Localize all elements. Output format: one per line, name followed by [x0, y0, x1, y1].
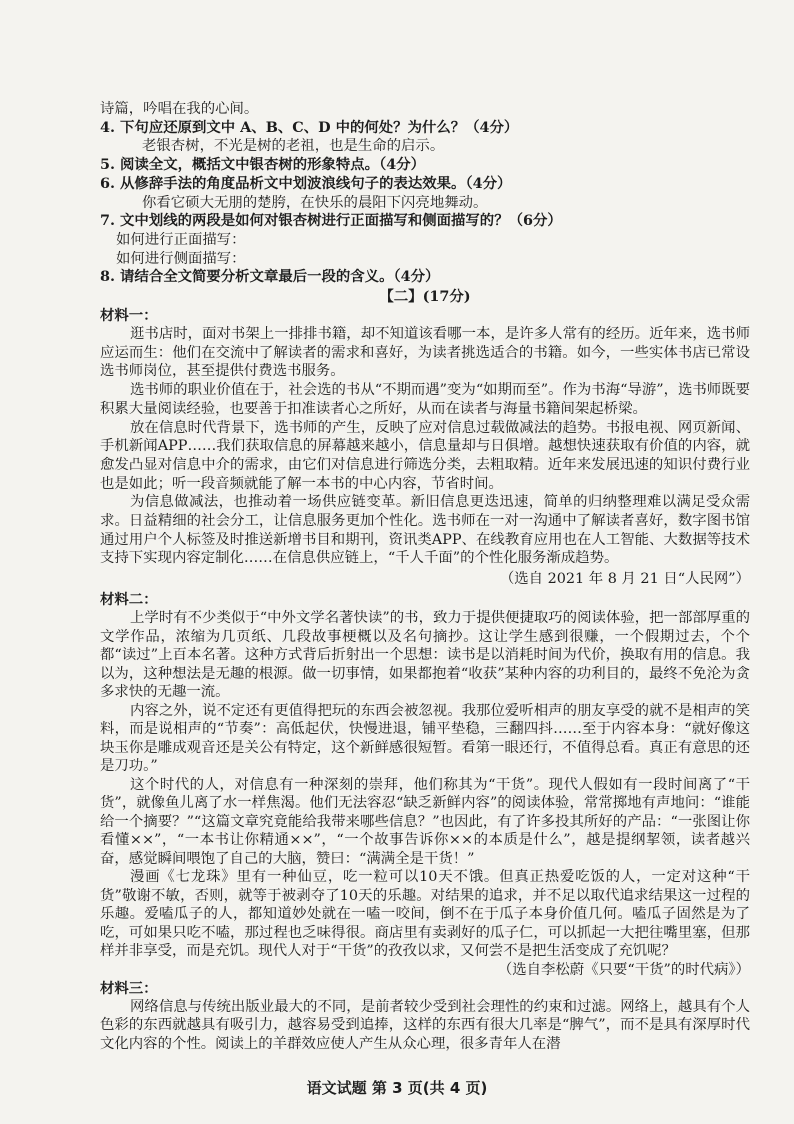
material-1-source: （选自 2021 年 8 月 21 日“人民网”）	[499, 571, 750, 588]
material-1-paragraph: 选书师的职业价值在于，社会选的书从“不期而遇”变为“如期而至”。作为书海“导游”，选书师既要积累大量阅读经验，也要善于扣准读者心之所好，从而在读者与海量书籍间架起桥梁。	[100, 382, 750, 417]
question-6-quote: 你看它硕大无朋的楚胯，在快乐的晨阳下闪亮地舞动。	[142, 194, 488, 211]
question-5: 5. 阅读全文，概括文中银杏树的形象特点。（4分）	[100, 156, 426, 174]
material-2-paragraph: 内容之外，说不定还有更值得把玩的东西会被忽视。我那位爱听相声的朋友享受的就不是相声的笑料，而是说相声的“节奏”：高低起伏，快慢进退，铺平垫稳，三翻四抖……至于内容本身：“就好像这块玉你是雕成观音还是关公有特定，这个新鲜感很短暂。看第一眼还行，不值得总看。真正有意思的还是刀功。”	[100, 702, 750, 775]
material-2-source: （选自李松蔚《只要“干货”的时代病》）	[497, 961, 750, 978]
page-footer: 语文试题 第 3 页(共 4 页)	[306, 1079, 488, 1097]
material-1-label: 材料一：	[100, 307, 158, 325]
material-1-paragraph: 为信息做减法，也推动着一场供应链变革。新旧信息更迭迅速，简单的归纳整理难以满足受众需求。日益精细的社会分工，让信息服务更加个性化。选书师在一对一沟通中了解读者喜好，数字图书馆通过用户个人标签及时推送新增书目和期刊，资讯类APP、在线教育应用也在人工智能、大数据等技术支持下实现内容定制化……在信息供应链上，“千人千面”的个性化服务渐成趋势。	[100, 494, 750, 567]
material-2-paragraph: 上学时有不少类似于“中外文学名著快读”的书，致力于提供便捷取巧的阅读体验，把一部部厚重的文学作品，浓缩为几页纸、几段故事梗概以及名句摘抄。这让学生感到很赚，一个假期过去，个个都“读过”上百本名著。这种方式背后折射出一个思想：读书是以消耗时间为代价，换取有用的信息。我以为，这种想法是无趣的根源。做一切事情，如果都抱着“收获”某种内容的功利目的，最终不免沦为贪多求快的无趣一流。	[100, 610, 750, 701]
material-1-paragraph: 放在信息时代背景下，选书师的产生，反映了应对信息过载做减法的趋势。书报电视、网页新闻、手机新闻APP……我们获取信息的屏幕越来越小，信息量却与日俱增。越想快速获取有价值的内容，就愈发凸显对信息中介的需求，由它们对信息进行筛选分类，去粗取精。近年来发展迅速的知识付费行业也是如此；听一段音频就能了解一本书的中心内容，节省时间。	[100, 419, 750, 492]
lead-in-line: 诗篇，吟唱在我的心间。	[100, 101, 259, 117]
question-8: 8. 请结合全文简要分析文章最后一段的含义。（4分）	[100, 268, 440, 286]
question-7-side-description: 如何进行侧面描写：	[116, 250, 246, 267]
material-2-paragraph: 这个时代的人，对信息有一种深刻的崇拜，他们称其为“干货”。现代人假如有一段时间离了“干货”，就像鱼儿离了水一样焦渴。他们无法容忍“缺乏新鲜内容”的阅读体验，常常掷地有声地问：“谁能给一个摘要？”“这篇文章究竟能给我带来哪些信息？”也因此，有了许多投其所好的产品：“一张图让你看懂××”，“一本书让你精通××”，“一个故事告诉你××的本质是什么”，越是提纲挈领，读者越兴奋，感觉瞬间喂饱了自己的大脑，赞曰：“满满全是干货！”	[100, 776, 750, 867]
exam-page	[100, 100, 750, 1054]
question-6: 6. 从修辞手法的角度品析文中划波浪线句子的表达效果。（4分）	[100, 174, 512, 192]
question-7: 7. 文中划线的两段是如何对银杏树进行正面描写和侧面描写的？（6分）	[100, 212, 562, 230]
material-3-paragraph: 网络信息与传统出版业最大的不同，是前者较少受到社会理性的约束和过滤。网络上，越具有个人色彩的东西就越具有吸引力，越容易受到追捧，这样的东西有很大几率是“脾气”，而不是具有深厚时代文化内容的个性。阅读上的羊群效应使人产生从众心理，很多青年人在潜	[100, 998, 750, 1053]
material-2-paragraph: 漫画《七龙珠》里有一种仙豆，吃一粒可以10天不饿。但真正热爱吃饭的人，一定对这种“干货”敬谢不敏，否则，就等于被剥夺了10天的乐趣。对结果的追求，并不足以取代追求结果这一过程的乐趣。爱嗑瓜子的人，都知道妙处就在一嗑一咬间，倒不在于瓜子本身价值几何。嗑瓜子固然是为了吃，可如果只吃不嗑，那过程也乏味得很。商店里有卖剥好的瓜子仁，可以抓起一大把往嘴里塞，但那样并非享受，而是充饥。现代人对于“干货”的孜孜以求，又何尝不是把生活变成了充饥呢？	[100, 869, 750, 960]
material-3-label: 材料三：	[100, 979, 158, 997]
material-2-label: 材料二：	[100, 591, 158, 609]
question-4-quote: 老银杏树，不光是树的老祖，也是生命的启示。	[142, 138, 445, 155]
section-2-title: 【二】(17分)	[379, 288, 471, 306]
question-4: 4. 下句应还原到文中 A、B、C、D 中的何处？为什么？（4分）	[100, 118, 519, 136]
question-7-front-description: 如何进行正面描写：	[116, 231, 246, 248]
material-1-paragraph: 逛书店时，面对书架上一排排书籍，却不知道该看哪一本，是许多人常有的经历。近年来，选书师应运而生：他们在交流中了解读者的需求和喜好，为读者挑选适合的书籍。如今，一些实体书店已常设选书师岗位，甚至提供付费选书服务。	[100, 326, 750, 380]
